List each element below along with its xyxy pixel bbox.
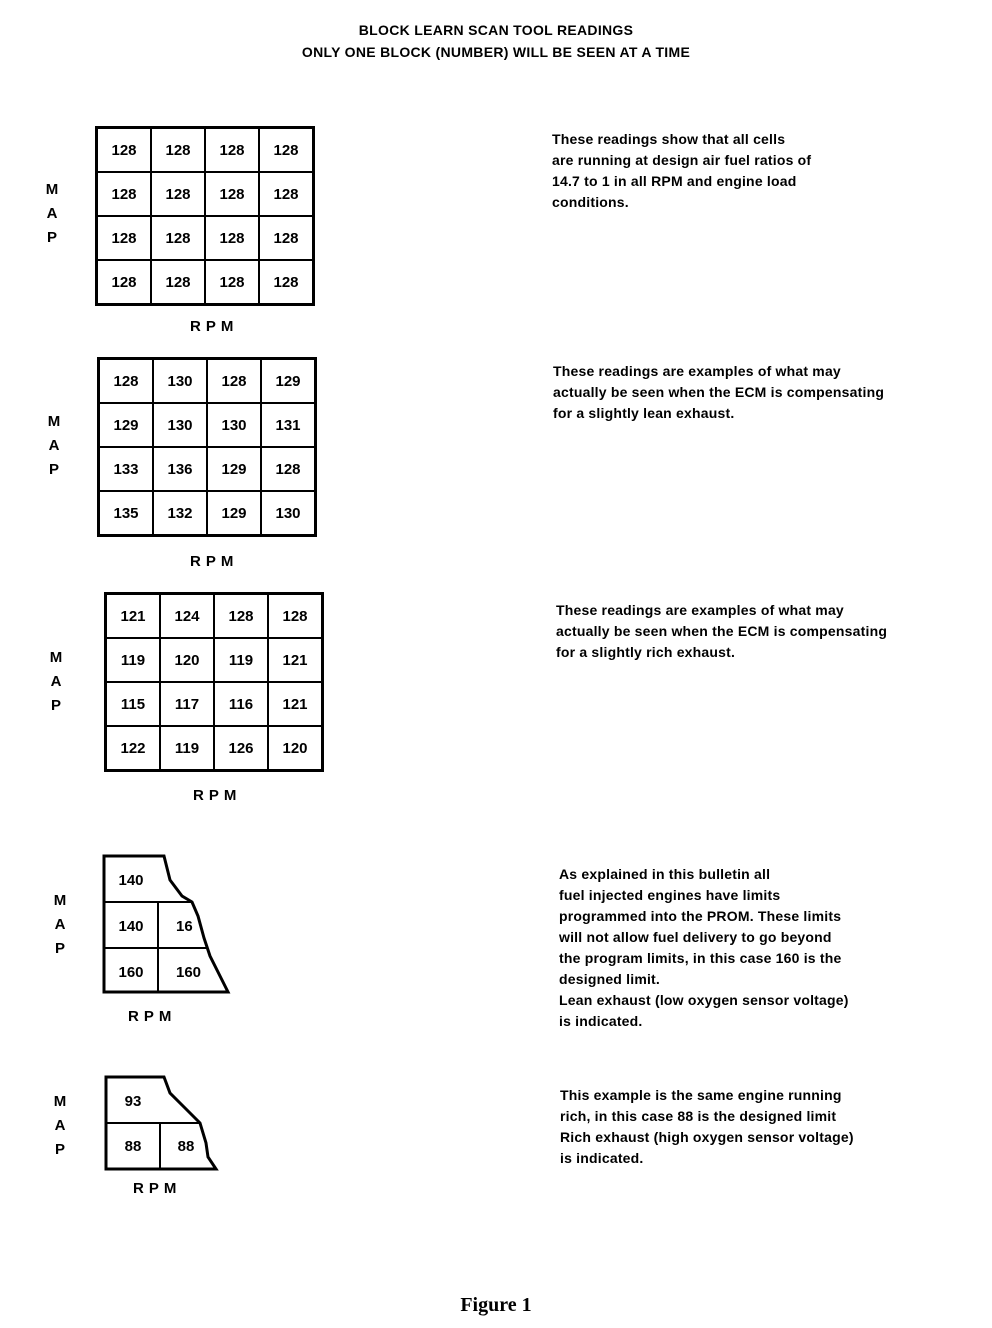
map-axis-label: M A P xyxy=(53,1093,67,1158)
grid-cell: 128 xyxy=(205,216,259,260)
rpm-axis-label: RPM xyxy=(128,1008,177,1025)
map-axis-label: M A P xyxy=(45,181,59,246)
block-learn-grid-2 xyxy=(97,357,317,537)
grid-cell: 129 xyxy=(99,403,154,447)
block-description-3: These readings are examples of what may actually be seen when the ECM is compensating for a slightly rich exhaust. xyxy=(556,602,888,660)
grid-cell: 128 xyxy=(259,260,314,305)
rpm-axis-label: RPM xyxy=(133,1180,182,1197)
grid-cell: 128 xyxy=(261,447,316,491)
grid-cell: 129 xyxy=(261,359,316,404)
grid-cell: 93 xyxy=(124,1093,142,1110)
grid-cell: 128 xyxy=(205,128,259,173)
grid-cell: 128 xyxy=(151,172,205,216)
grid-cell: 128 xyxy=(151,128,205,173)
grid-cell: 119 xyxy=(214,638,268,682)
grid-cell: 130 xyxy=(207,403,261,447)
rpm-axis-label: RPM xyxy=(193,787,242,804)
grid-cell: 124 xyxy=(160,594,214,639)
figure-caption: Figure 1 xyxy=(460,1294,532,1316)
grid-cell: 128 xyxy=(97,128,152,173)
partial-grid-lean-limit xyxy=(98,852,238,997)
block-learn-grid-3 xyxy=(104,592,324,772)
grid-cell: 135 xyxy=(99,491,154,536)
rpm-axis-label: RPM xyxy=(190,553,239,570)
grid-cell: 128 xyxy=(99,359,154,404)
grid-cell: 121 xyxy=(106,594,161,639)
grid-cell: 128 xyxy=(97,260,152,305)
partial-grid-rich-limit xyxy=(100,1073,225,1173)
grid-cell: 117 xyxy=(160,682,214,726)
grid-cell: 130 xyxy=(153,359,207,404)
block-learn-grid-1 xyxy=(95,126,315,306)
block-description-2: These readings are examples of what may actually be seen when the ECM is compensating for a slightly lean exhaust. xyxy=(553,363,885,421)
grid-cell: 122 xyxy=(106,726,161,771)
block-description-4: As explained in this bulletin all fuel injected engines have limits programmed into the PROM. These limits will not allow fuel delivery to go beyond the program limits, in this case 160 is the designed limit. Lean exhaust (low oxygen sensor voltage) is indicated. xyxy=(559,866,849,1029)
grid-cell: 136 xyxy=(153,447,207,491)
grid-cell: 88 xyxy=(124,1138,142,1155)
grid-cell: 126 xyxy=(214,726,268,771)
grid-cell: 128 xyxy=(97,216,152,260)
block-description-5: This example is the same engine running rich, in this case 88 is the designed limit Rich exhaust (high oxygen sensor voltage) is indicated. xyxy=(560,1087,854,1166)
map-axis-label: M A P xyxy=(49,649,63,714)
grid-cell: 128 xyxy=(151,260,205,305)
grid-cell: 128 xyxy=(207,359,261,404)
map-axis-label: M A P xyxy=(53,892,67,957)
grid-cell: 115 xyxy=(106,682,161,726)
grid-cell: 129 xyxy=(207,491,261,536)
grid-cell: 128 xyxy=(205,260,259,305)
grid-cell: 128 xyxy=(205,172,259,216)
grid-cell: 140 xyxy=(118,918,144,935)
grid-cell: 128 xyxy=(97,172,152,216)
grid-cell: 140 xyxy=(118,872,144,889)
grid-cell: 131 xyxy=(261,403,316,447)
grid-cell: 128 xyxy=(268,594,323,639)
title-line-2: ONLY ONE BLOCK (NUMBER) WILL BE SEEN AT A TIME xyxy=(301,44,691,60)
grid-cell: 119 xyxy=(106,638,161,682)
grid-cell: 116 xyxy=(214,682,268,726)
grid-cell: 130 xyxy=(153,403,207,447)
grid-cell: 121 xyxy=(268,682,323,726)
grid-cell: 128 xyxy=(151,216,205,260)
grid-cell: 119 xyxy=(160,726,214,771)
grid-cell: 120 xyxy=(268,726,323,771)
grid-cell: 160 xyxy=(118,964,144,981)
grid-cell: 129 xyxy=(207,447,261,491)
grid-cell: 128 xyxy=(214,594,268,639)
grid-cell: 121 xyxy=(268,638,323,682)
map-axis-label: M A P xyxy=(47,413,61,478)
grid-cell: 128 xyxy=(259,172,314,216)
grid-cell: 128 xyxy=(259,216,314,260)
grid-cell: 16 xyxy=(176,918,193,935)
grid-cell: 128 xyxy=(259,128,314,173)
title-line-1: BLOCK LEARN SCAN TOOL READINGS xyxy=(358,22,634,38)
grid-cell: 120 xyxy=(160,638,214,682)
block-description-1: These readings show that all cells are running at design air fuel ratios of 14.7 to 1 in all RPM and engine load conditions. xyxy=(552,131,812,210)
grid-cell: 130 xyxy=(261,491,316,536)
grid-cell: 88 xyxy=(177,1138,195,1155)
grid-cell: 132 xyxy=(153,491,207,536)
grid-cell: 133 xyxy=(99,447,154,491)
rpm-axis-label: RPM xyxy=(190,318,239,335)
grid-cell: 160 xyxy=(176,964,202,981)
